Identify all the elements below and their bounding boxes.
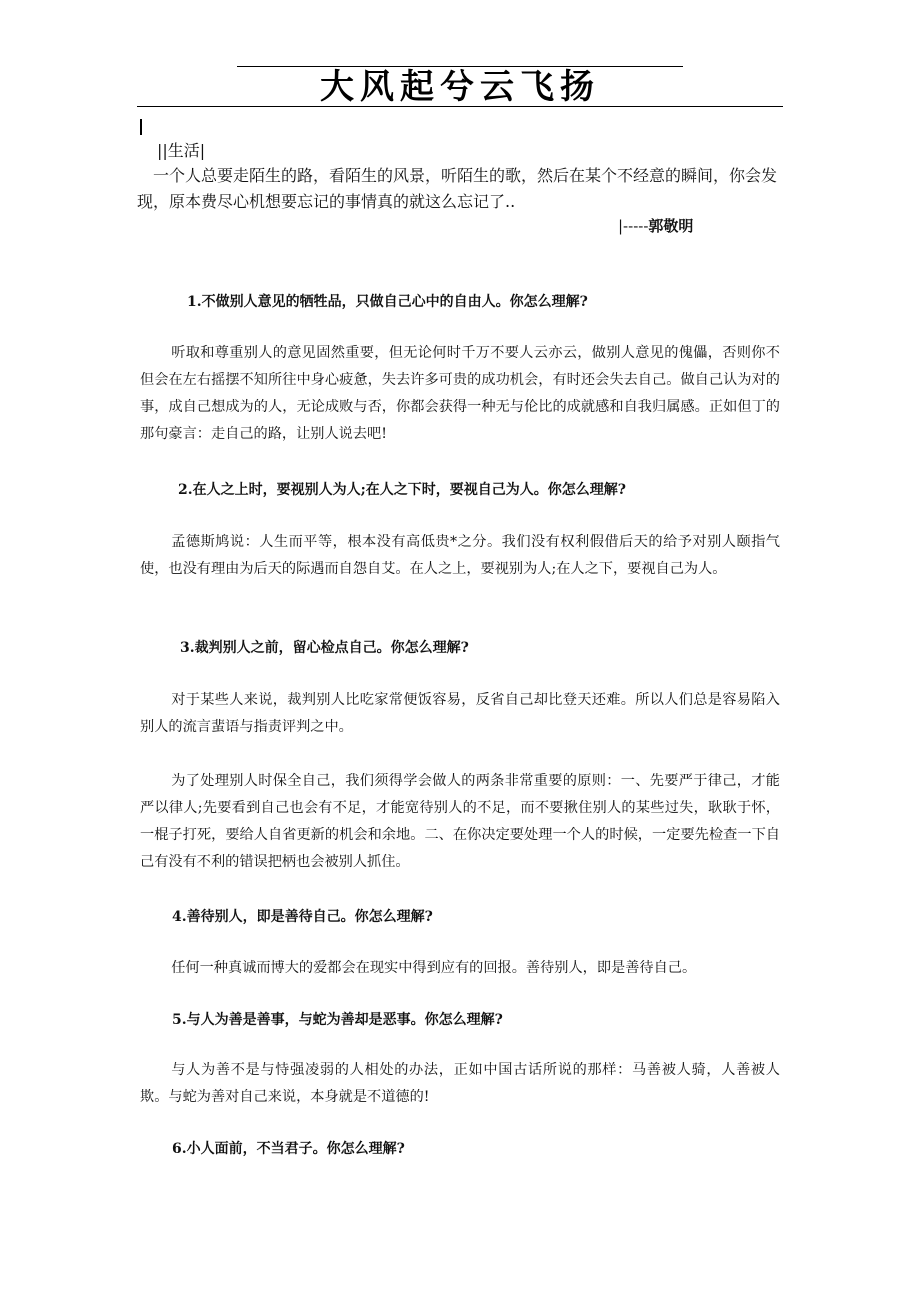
- question-4: 4.善待别人，即是善待自己。你怎么理解?: [172, 909, 433, 925]
- question-6: 6.小人面前，不当君子。你怎么理解?: [172, 1141, 405, 1157]
- opening-quote: 一个人总要走陌生的路，看陌生的风景，听陌生的歌，然后在某个不经意的瞬间，你会发现，原本费尽心机想要忘记的事情真的就这么忘记了..: [137, 166, 778, 211]
- page-banner: 大风起兮云飞扬: [320, 67, 600, 107]
- answer-5-paragraph: 与人为善不是与恃强凌弱的人相处的办法，正如中国古话所说的那样：马善被人骑，人善被人欺。与蛇为善对自己来说，本身就是不道德的!: [140, 1062, 780, 1105]
- attribution-prefix: |-----: [618, 217, 649, 235]
- answer-1-paragraph: 听取和尊重别人的意见固然重要，但无论何时千万不要人云亦云，做别人意见的傀儡，否则你不但会在左右摇摆不知所往中身心疲惫，失去许多可贵的成功机会，有时还会失去自己。做自己认为对的事，成自己想成为的人，无论成败与否，你都会获得一种无与伦比的成就感和自我归属感。正如但丁的那句豪言：走自己的路，让别人说去吧!: [140, 345, 780, 442]
- banner-bottom-rule: [137, 106, 783, 107]
- cursor-marker: [140, 119, 142, 135]
- answer-2-paragraph: 孟德斯鸠说：人生而平等，根本没有高低贵*之分。我们没有权利假借后天的给予对别人颐指气使，也没有理由为后天的际遇而自怨自艾。在人之上，要视别为人;在人之下，要视自己为人。: [140, 534, 780, 577]
- question-5: 5.与人为善是善事，与蛇为善却是恶事。你怎么理解?: [172, 1012, 503, 1028]
- category-label: ||生活|: [157, 141, 206, 160]
- answer-4-paragraph: 任何一种真诚而博大的爱都会在现实中得到应有的回报。善待别人，即是善待自己。: [171, 960, 697, 976]
- answer-3-paragraph-2: 为了处理别人时保全自己，我们须得学会做人的两条非常重要的原则：一、先要严于律己，才能严以律人;先要看到自己也会有不足，才能宽待别人的不足，而不要揪住别人的某些过失，耿耿于怀，一棍子打死，要给人自省更新的机会和余地。二、在你决定要处理一个人的时候，一定要先检查一下自己有没有不利的错误把柄也会被别人抓住。: [140, 773, 780, 870]
- question-2: 2.在人之上时，要视别人为人;在人之下时，要视自己为人。你怎么理解?: [178, 482, 626, 498]
- quote-attribution: [618, 215, 693, 237]
- question-3: 3.裁判别人之前，留心检点自己。你怎么理解?: [180, 640, 469, 656]
- question-1: 1.不做别人意见的牺牲品，只做自己心中的自由人。你怎么理解?: [187, 294, 588, 310]
- quote-author: 郭敬明: [648, 217, 694, 235]
- answer-3-paragraph-1: 对于某些人来说，裁判别人比吃家常便饭容易，反省自己却比登天还难。所以人们总是容易陷入别人的流言蜚语与指责评判之中。: [140, 692, 780, 735]
